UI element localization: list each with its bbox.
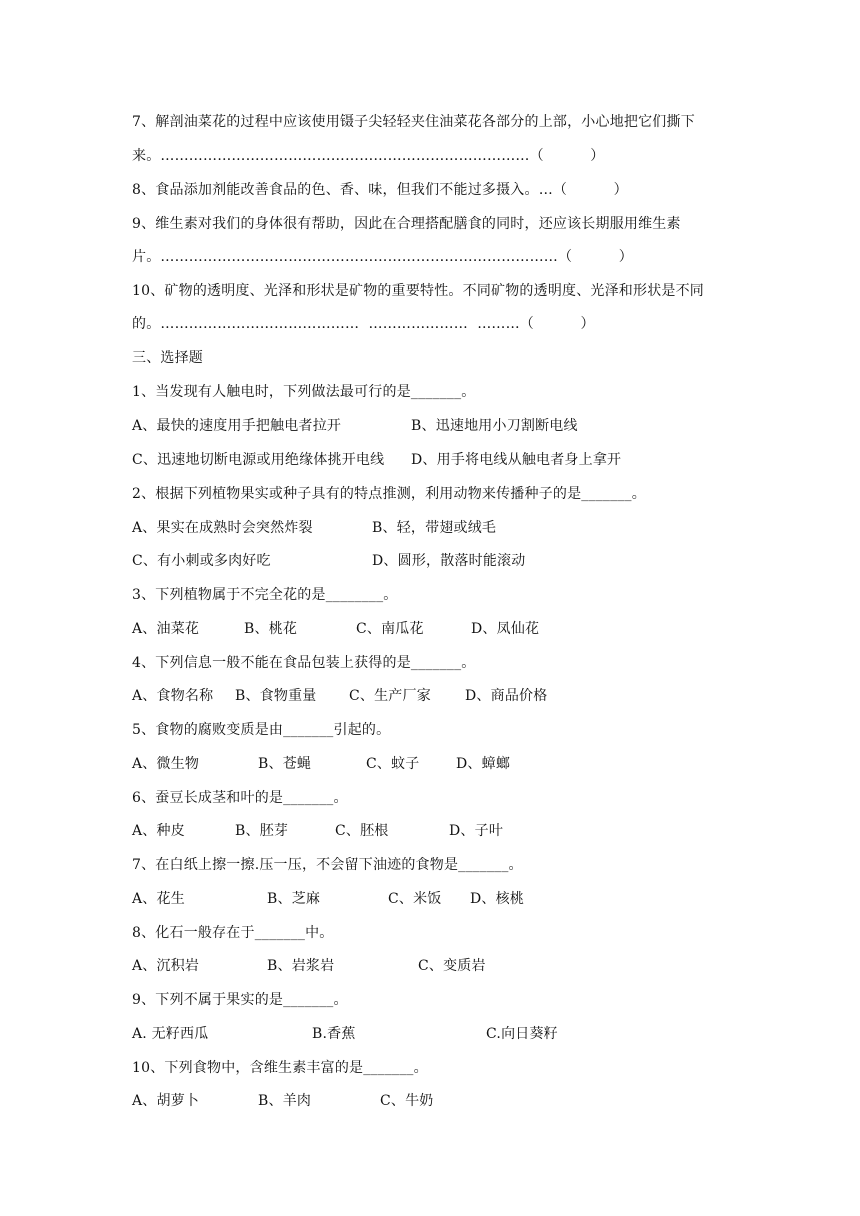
q10-option-c: C、牛奶 — [380, 1093, 434, 1109]
q7-option-b: B、芝麻 — [267, 891, 321, 907]
q1-option-c: C、迅速地切断电源或用绝缘体挑开电线 — [132, 452, 385, 468]
q9-option-c: C.向日葵籽 — [486, 1026, 558, 1042]
question-7: 7、在白纸上擦一擦.压一压，不会留下油迹的食物是_______。 — [132, 857, 523, 873]
q4-option-c: C、生产厂家 — [349, 688, 431, 704]
tf-item-7-line-2: 来。……………………………………………………………………（ ） — [132, 148, 605, 164]
q3-option-a: A、油菜花 — [132, 621, 200, 637]
q1-option-b: B、迅速地用小刀割断电线 — [411, 418, 578, 434]
q8-option-c: C、变质岩 — [418, 958, 486, 974]
tf-item-9-line-2: 片。…………………………………………………………………………（ ） — [132, 249, 633, 265]
q6-option-c: C、胚根 — [335, 823, 389, 839]
q5-option-d: D、蟑螂 — [456, 756, 511, 772]
q10-option-a: A、胡萝卜 — [132, 1093, 200, 1109]
question-10: 10、下列食物中，含维生素丰富的是_______。 — [132, 1060, 428, 1076]
q5-option-c: C、蚊子 — [366, 756, 420, 772]
q4-option-d: D、商品价格 — [465, 688, 548, 704]
q3-option-c: C、南瓜花 — [356, 621, 424, 637]
question-6: 6、蚕豆长成茎和叶的是_______。 — [132, 790, 348, 806]
q3-option-b: B、桃花 — [244, 621, 298, 637]
q6-option-b: B、胚芽 — [235, 823, 289, 839]
question-1: 1、当发现有人触电时，下列做法最可行的是_______。 — [132, 384, 476, 400]
question-2: 2、根据下列植物果实或种子具有的特点推测，利用动物来传播种子的是_______。 — [132, 486, 646, 502]
tf-item-10-line-1: 10、矿物的透明度、光泽和形状是矿物的重要特性。不同矿物的透明度、光泽和形状是不同 — [132, 283, 705, 299]
q9-option-a: A. 无籽西瓜 — [132, 1026, 209, 1042]
question-5: 5、食物的腐败变质是由_______引起的。 — [132, 722, 391, 738]
q2-option-b: B、轻，带翅或绒毛 — [372, 520, 497, 536]
section-title: 三、选择题 — [132, 350, 203, 366]
tf-item-7-line-1: 7、解剖油菜花的过程中应该使用镊子尖轻轻夹住油菜花各部分的上部，小心地把它们撕下 — [132, 114, 695, 130]
tf-item-10-line-2: 的。…………………………………… ………………… ………（ ） — [132, 316, 595, 332]
tf-item-8-line-1: 8、食品添加剂能改善食品的色、香、味，但我们不能过多摄入。…（ ） — [132, 182, 628, 198]
q3-option-d: D、凤仙花 — [471, 621, 540, 637]
tf-item-9-line-1: 9、维生素对我们的身体很有帮助，因此在合理搭配膳食的同时，还应该长期服用维生素 — [132, 216, 681, 232]
q2-option-d: D、圆形，散落时能滚动 — [372, 553, 526, 569]
q4-option-a: A、食物名称 — [132, 688, 214, 704]
question-3: 3、下列植物属于不完全花的是________。 — [132, 587, 398, 603]
q2-option-c: C、有小刺或多肉好吃 — [132, 553, 271, 569]
q4-option-b: B、食物重量 — [235, 688, 317, 704]
q10-option-b: B、羊肉 — [258, 1093, 312, 1109]
q6-option-d: D、子叶 — [449, 823, 504, 839]
q8-option-a: A、沉积岩 — [132, 958, 200, 974]
q6-option-a: A、种皮 — [132, 823, 185, 839]
q7-option-a: A、花生 — [132, 891, 185, 907]
q5-option-a: A、微生物 — [132, 756, 200, 772]
q9-option-b: B.香蕉 — [312, 1026, 356, 1042]
q7-option-c: C、米饭 — [388, 891, 442, 907]
q5-option-b: B、苍蝇 — [258, 756, 312, 772]
question-8: 8、化石一般存在于_______中。 — [132, 925, 334, 941]
q8-option-b: B、岩浆岩 — [267, 958, 335, 974]
question-4: 4、下列信息一般不能在食品包装上获得的是_______。 — [132, 655, 476, 671]
q2-option-a: A、果实在成熟时会突然炸裂 — [132, 520, 313, 536]
q7-option-d: D、核桃 — [470, 891, 525, 907]
q1-option-d: D、用手将电线从触电者身上拿开 — [411, 452, 622, 468]
q1-option-a: A、最快的速度用手把触电者拉开 — [132, 418, 342, 434]
question-9: 9、下列不属于果实的是_______。 — [132, 992, 348, 1008]
